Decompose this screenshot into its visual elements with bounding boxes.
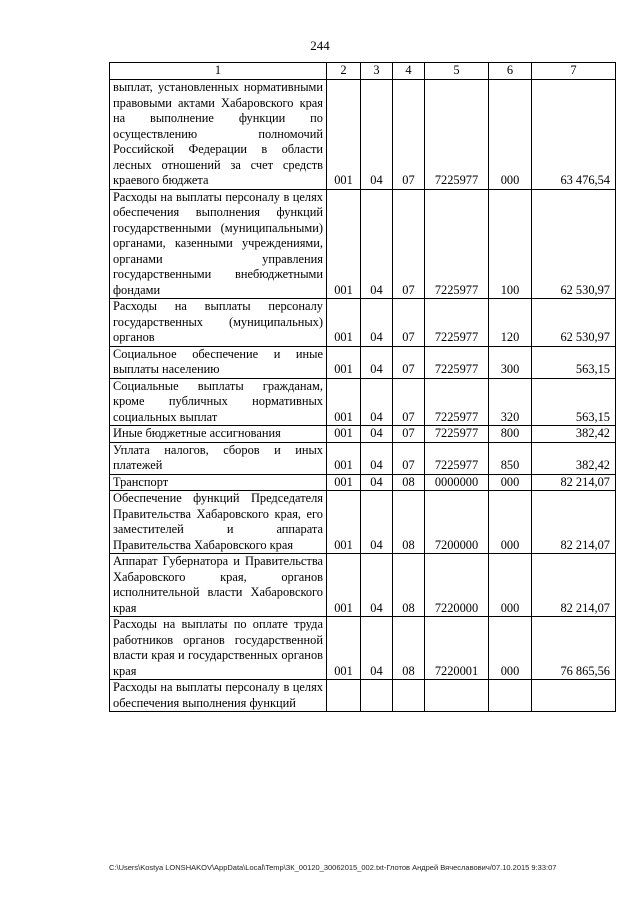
section-cell: 04 bbox=[361, 189, 393, 299]
code-cell: 001 bbox=[327, 80, 361, 190]
subsection-cell: 08 bbox=[393, 474, 425, 491]
budget-table bbox=[109, 62, 616, 712]
row-name-cell: Аппарат Губернатора и Правительства Хабаровского края, органов исполнительной власти Хабаровского края bbox=[110, 554, 327, 617]
amount-cell: 63 476,54 bbox=[532, 80, 616, 190]
subsection-cell: 07 bbox=[393, 346, 425, 378]
expense-type-cell: 000 bbox=[489, 80, 532, 190]
row-name-cell: Расходы на выплаты персоналу государственных (муниципальных) органов bbox=[110, 299, 327, 347]
table-row bbox=[110, 474, 616, 491]
table-row bbox=[110, 442, 616, 474]
row-name-cell: выплат, установленных нормативными правовыми актами Хабаровского края на выполнение функции по осуществлению полномочий Российской Федерации в области лесных отношений за счет средств краевого бюджета bbox=[110, 80, 327, 190]
code-cell: 001 bbox=[327, 442, 361, 474]
column-header: 5 bbox=[425, 63, 489, 80]
column-header: 4 bbox=[393, 63, 425, 80]
expense-type-cell: 850 bbox=[489, 442, 532, 474]
section-cell: 04 bbox=[361, 617, 393, 680]
section-cell: 04 bbox=[361, 346, 393, 378]
target-article-cell: 7225977 bbox=[425, 80, 489, 190]
row-name-cell: Расходы на выплаты по оплате труда работников органов государственной власти края и государственных органов края bbox=[110, 617, 327, 680]
table-row bbox=[110, 378, 616, 426]
row-name-cell: Социальное обеспечение и иные выплаты населению bbox=[110, 346, 327, 378]
code-cell: 001 bbox=[327, 426, 361, 443]
expense-type-cell: 000 bbox=[489, 554, 532, 617]
code-cell: 001 bbox=[327, 346, 361, 378]
target-article-cell: 7225977 bbox=[425, 346, 489, 378]
target-article-cell: 7200000 bbox=[425, 491, 489, 554]
amount-cell: 563,15 bbox=[532, 378, 616, 426]
section-cell: 04 bbox=[361, 554, 393, 617]
section-cell: 04 bbox=[361, 80, 393, 190]
expense-type-cell: 320 bbox=[489, 378, 532, 426]
expense-type-cell: 000 bbox=[489, 474, 532, 491]
amount-cell: 563,15 bbox=[532, 346, 616, 378]
expense-type-cell: 000 bbox=[489, 491, 532, 554]
subsection-cell: 07 bbox=[393, 442, 425, 474]
code-cell bbox=[327, 680, 361, 712]
target-article-cell bbox=[425, 680, 489, 712]
column-header: 1 bbox=[110, 63, 327, 80]
table-row bbox=[110, 426, 616, 443]
section-cell: 04 bbox=[361, 474, 393, 491]
expense-type-cell: 800 bbox=[489, 426, 532, 443]
table-row bbox=[110, 554, 616, 617]
amount-cell: 82 214,07 bbox=[532, 474, 616, 491]
target-article-cell: 7220001 bbox=[425, 617, 489, 680]
subsection-cell: 07 bbox=[393, 80, 425, 190]
table-row bbox=[110, 299, 616, 347]
table-body bbox=[110, 80, 616, 712]
target-article-cell: 7225977 bbox=[425, 189, 489, 299]
subsection-cell: 07 bbox=[393, 299, 425, 347]
subsection-cell: 08 bbox=[393, 491, 425, 554]
code-cell: 001 bbox=[327, 617, 361, 680]
target-article-cell: 7220000 bbox=[425, 554, 489, 617]
table-row bbox=[110, 680, 616, 712]
code-cell: 001 bbox=[327, 491, 361, 554]
code-cell: 001 bbox=[327, 299, 361, 347]
section-cell: 04 bbox=[361, 426, 393, 443]
section-cell: 04 bbox=[361, 378, 393, 426]
amount-cell: 82 214,07 bbox=[532, 491, 616, 554]
column-header: 7 bbox=[532, 63, 616, 80]
code-cell: 001 bbox=[327, 474, 361, 491]
table-header-row bbox=[110, 63, 616, 80]
table-row bbox=[110, 491, 616, 554]
expense-type-cell: 300 bbox=[489, 346, 532, 378]
subsection-cell: 08 bbox=[393, 554, 425, 617]
subsection-cell: 07 bbox=[393, 426, 425, 443]
row-name-cell: Расходы на выплаты персоналу в целях обеспечения выполнения функций bbox=[110, 680, 327, 712]
code-cell: 001 bbox=[327, 189, 361, 299]
row-name-cell: Уплата налогов, сборов и иных платежей bbox=[110, 442, 327, 474]
target-article-cell: 7225977 bbox=[425, 442, 489, 474]
subsection-cell: 08 bbox=[393, 617, 425, 680]
section-cell: 04 bbox=[361, 299, 393, 347]
expense-type-cell bbox=[489, 680, 532, 712]
footer-file-path: C:\Users\Kostya LONSHAKOV\AppData\Local\Temp\ЗК_00120_30062015_002.txt-Глотов Андрей Вячеславович/07.10.2015 9:33:07 bbox=[109, 863, 557, 872]
amount-cell: 382,42 bbox=[532, 426, 616, 443]
amount-cell: 62 530,97 bbox=[532, 299, 616, 347]
section-cell: 04 bbox=[361, 491, 393, 554]
column-header: 6 bbox=[489, 63, 532, 80]
amount-cell: 62 530,97 bbox=[532, 189, 616, 299]
table-row bbox=[110, 346, 616, 378]
subsection-cell bbox=[393, 680, 425, 712]
amount-cell: 76 865,56 bbox=[532, 617, 616, 680]
code-cell: 001 bbox=[327, 554, 361, 617]
row-name-cell: Транспорт bbox=[110, 474, 327, 491]
target-article-cell: 7225977 bbox=[425, 299, 489, 347]
section-cell bbox=[361, 680, 393, 712]
expense-type-cell: 120 bbox=[489, 299, 532, 347]
subsection-cell: 07 bbox=[393, 378, 425, 426]
row-name-cell: Обеспечение функций Председателя Правительства Хабаровского края, его заместителей и аппарата Правительства Хабаровского края bbox=[110, 491, 327, 554]
amount-cell bbox=[532, 680, 616, 712]
row-name-cell: Социальные выплаты гражданам, кроме публичных нормативных социальных выплат bbox=[110, 378, 327, 426]
column-header: 3 bbox=[361, 63, 393, 80]
target-article-cell: 7225977 bbox=[425, 426, 489, 443]
table-row bbox=[110, 80, 616, 190]
target-article-cell: 7225977 bbox=[425, 378, 489, 426]
page-number: 244 bbox=[310, 38, 330, 53]
row-name-cell: Иные бюджетные ассигнования bbox=[110, 426, 327, 443]
amount-cell: 82 214,07 bbox=[532, 554, 616, 617]
code-cell: 001 bbox=[327, 378, 361, 426]
target-article-cell: 0000000 bbox=[425, 474, 489, 491]
subsection-cell: 07 bbox=[393, 189, 425, 299]
table-row bbox=[110, 189, 616, 299]
amount-cell: 382,42 bbox=[532, 442, 616, 474]
column-header: 2 bbox=[327, 63, 361, 80]
expense-type-cell: 000 bbox=[489, 617, 532, 680]
section-cell: 04 bbox=[361, 442, 393, 474]
expense-type-cell: 100 bbox=[489, 189, 532, 299]
row-name-cell: Расходы на выплаты персоналу в целях обеспечения выполнения функций государственными (муниципальными) органами, казенными учреждениями, органами управления государственными внебюджетными фондами bbox=[110, 189, 327, 299]
table-row bbox=[110, 617, 616, 680]
